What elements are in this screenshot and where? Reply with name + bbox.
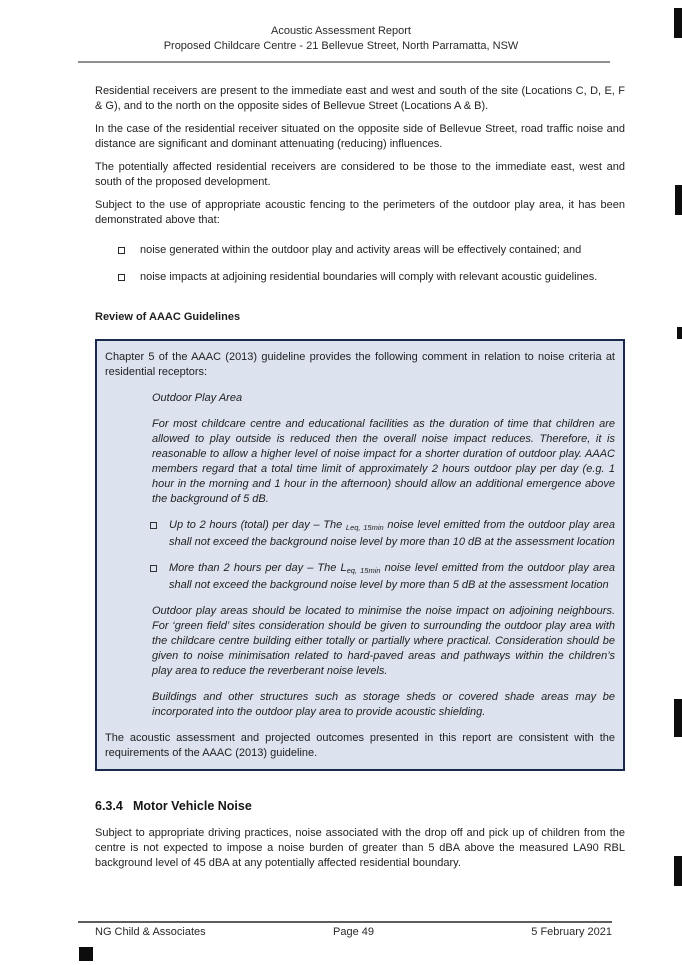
square-bullet-icon: [118, 247, 125, 254]
bullet-1-subscript: Leq, 15min: [345, 523, 384, 532]
bullet-2-post: noise level emitted from the outdoor play area shall not exceed the background noise level by more than 5 dB at the assessment location: [169, 562, 615, 591]
intro-bullet-2-text: noise impacts at adjoining residential boundaries will comply with relevant acoustic guidelines.: [140, 271, 598, 283]
scan-artifact: [675, 185, 682, 215]
intro-bullet-1-text: noise generated within the outdoor play and activity areas will be effectively contained; and: [140, 244, 582, 256]
guideline-bullet-2: [105, 561, 615, 593]
guideline-bullet-2-text: [169, 561, 615, 593]
square-bullet-icon: [150, 565, 157, 572]
bullet-1-post: noise level emitted from the outdoor play area shall not exceed the background noise level by more than 10 dB at the assessment location: [169, 519, 615, 548]
aaac-guideline-box: [95, 339, 625, 771]
square-bullet-icon: [118, 274, 125, 281]
bullet-2-subscript: eq, 15min: [346, 566, 381, 575]
intro-paragraph-4: Subject to the use of appropriate acoustic fencing to the perimeters of the outdoor play area, it has been demonstrated above that:: [95, 199, 625, 226]
scan-artifact: [674, 856, 682, 886]
review-heading: Review of AAAC Guidelines: [95, 311, 241, 323]
scan-artifact: [677, 327, 682, 339]
section-634-heading: [95, 799, 625, 814]
quote-paragraph-2: Outdoor play areas should be located to minimise the noise impact on adjoining neighbours. For ‘green field’ sites consideration should be given to surrounding the outdoor play area with the childcare centre building either totally or partially where practical. Consideration should be given to noise minimisation related to hard-paved areas and pathways within the children’s play area to reduce the reverberant noise levels.: [152, 605, 615, 677]
guideline-quote-block: [152, 391, 615, 507]
page-header: [0, 24, 682, 53]
section-number: 6.3.4: [95, 799, 123, 813]
footer-divider: [78, 921, 612, 923]
section-634-body: Subject to appropriate driving practices, noise associated with the drop off and pick up of children from the centre is not expected to impose a noise burden of greater than 5 dBA above the measured LA90 RBL background level of 45 dBA at any potentially affected residential boundary.: [95, 827, 625, 869]
header-divider: [78, 61, 610, 63]
document-body: [95, 84, 625, 879]
scan-artifact: [79, 947, 93, 961]
intro-paragraph-3: The potentially affected residential receivers are considered to be those to the immediate east, west and south of the proposed development.: [95, 161, 625, 188]
guideline-bullet-1: [105, 518, 615, 550]
quote-heading: Outdoor Play Area: [152, 392, 243, 404]
guideline-intro: Chapter 5 of the AAAC (2013) guideline provides the following comment in relation to noise criteria at residential receptors:: [105, 351, 615, 378]
quote-paragraph-1: For most childcare centre and educational facilities as the duration of time that children are allowed to play outside is reduced then the overall noise impact reduces. Therefore, it is reasonable to allow a higher level of noise impact for a shorter duration of outdoor play. AAAC members regard that a total time limit of approximately 2 hours outdoor play per day (e.g. 1 hour in the morning and 1 hour in the afternoon) should allow an additional emergence above the background of 5 dB.: [152, 418, 615, 505]
scan-artifact: [674, 8, 682, 38]
intro-paragraph-1: Residential receivers are present to the immediate east and west and south of the site (Locations C, D, E, F & G), and to the north on the opposite sides of Bellevue Street (Locations A & B).: [95, 85, 625, 112]
scan-artifact: [674, 699, 682, 737]
square-bullet-icon: [150, 522, 157, 529]
footer-page-number: Page 49: [333, 926, 374, 938]
header-subtitle: Proposed Childcare Centre - 21 Bellevue Street, North Parramatta, NSW: [163, 39, 519, 52]
intro-bullet-2: [118, 270, 625, 285]
guideline-quote-block-2: [152, 604, 615, 720]
header-title: Acoustic Assessment Report: [270, 25, 411, 37]
guideline-closing: The acoustic assessment and projected outcomes presented in this report are consistent with the requirements of the AAAC (2013) guideline.: [105, 732, 615, 759]
bullet-1-pre: Up to 2 hours (total) per day – The: [169, 519, 346, 531]
guideline-bullet-1-text: [169, 518, 615, 550]
footer-date: 5 February 2021: [531, 926, 612, 938]
footer-company: NG Child & Associates: [95, 926, 206, 938]
quote-paragraph-3: Buildings and other structures such as storage sheds or covered shade areas may be incorporated into the outdoor play area to provide acoustic shielding.: [152, 691, 615, 718]
bullet-2-pre: More than 2 hours per day – The L: [169, 562, 347, 574]
section-title: Motor Vehicle Noise: [133, 799, 252, 813]
intro-bullet-1: [118, 243, 625, 258]
intro-paragraph-2: In the case of the residential receiver situated on the opposite side of Bellevue Street, road traffic noise and distance are significant and dominant attenuating (reducing) influences.: [95, 123, 625, 150]
page-footer: [95, 926, 612, 938]
